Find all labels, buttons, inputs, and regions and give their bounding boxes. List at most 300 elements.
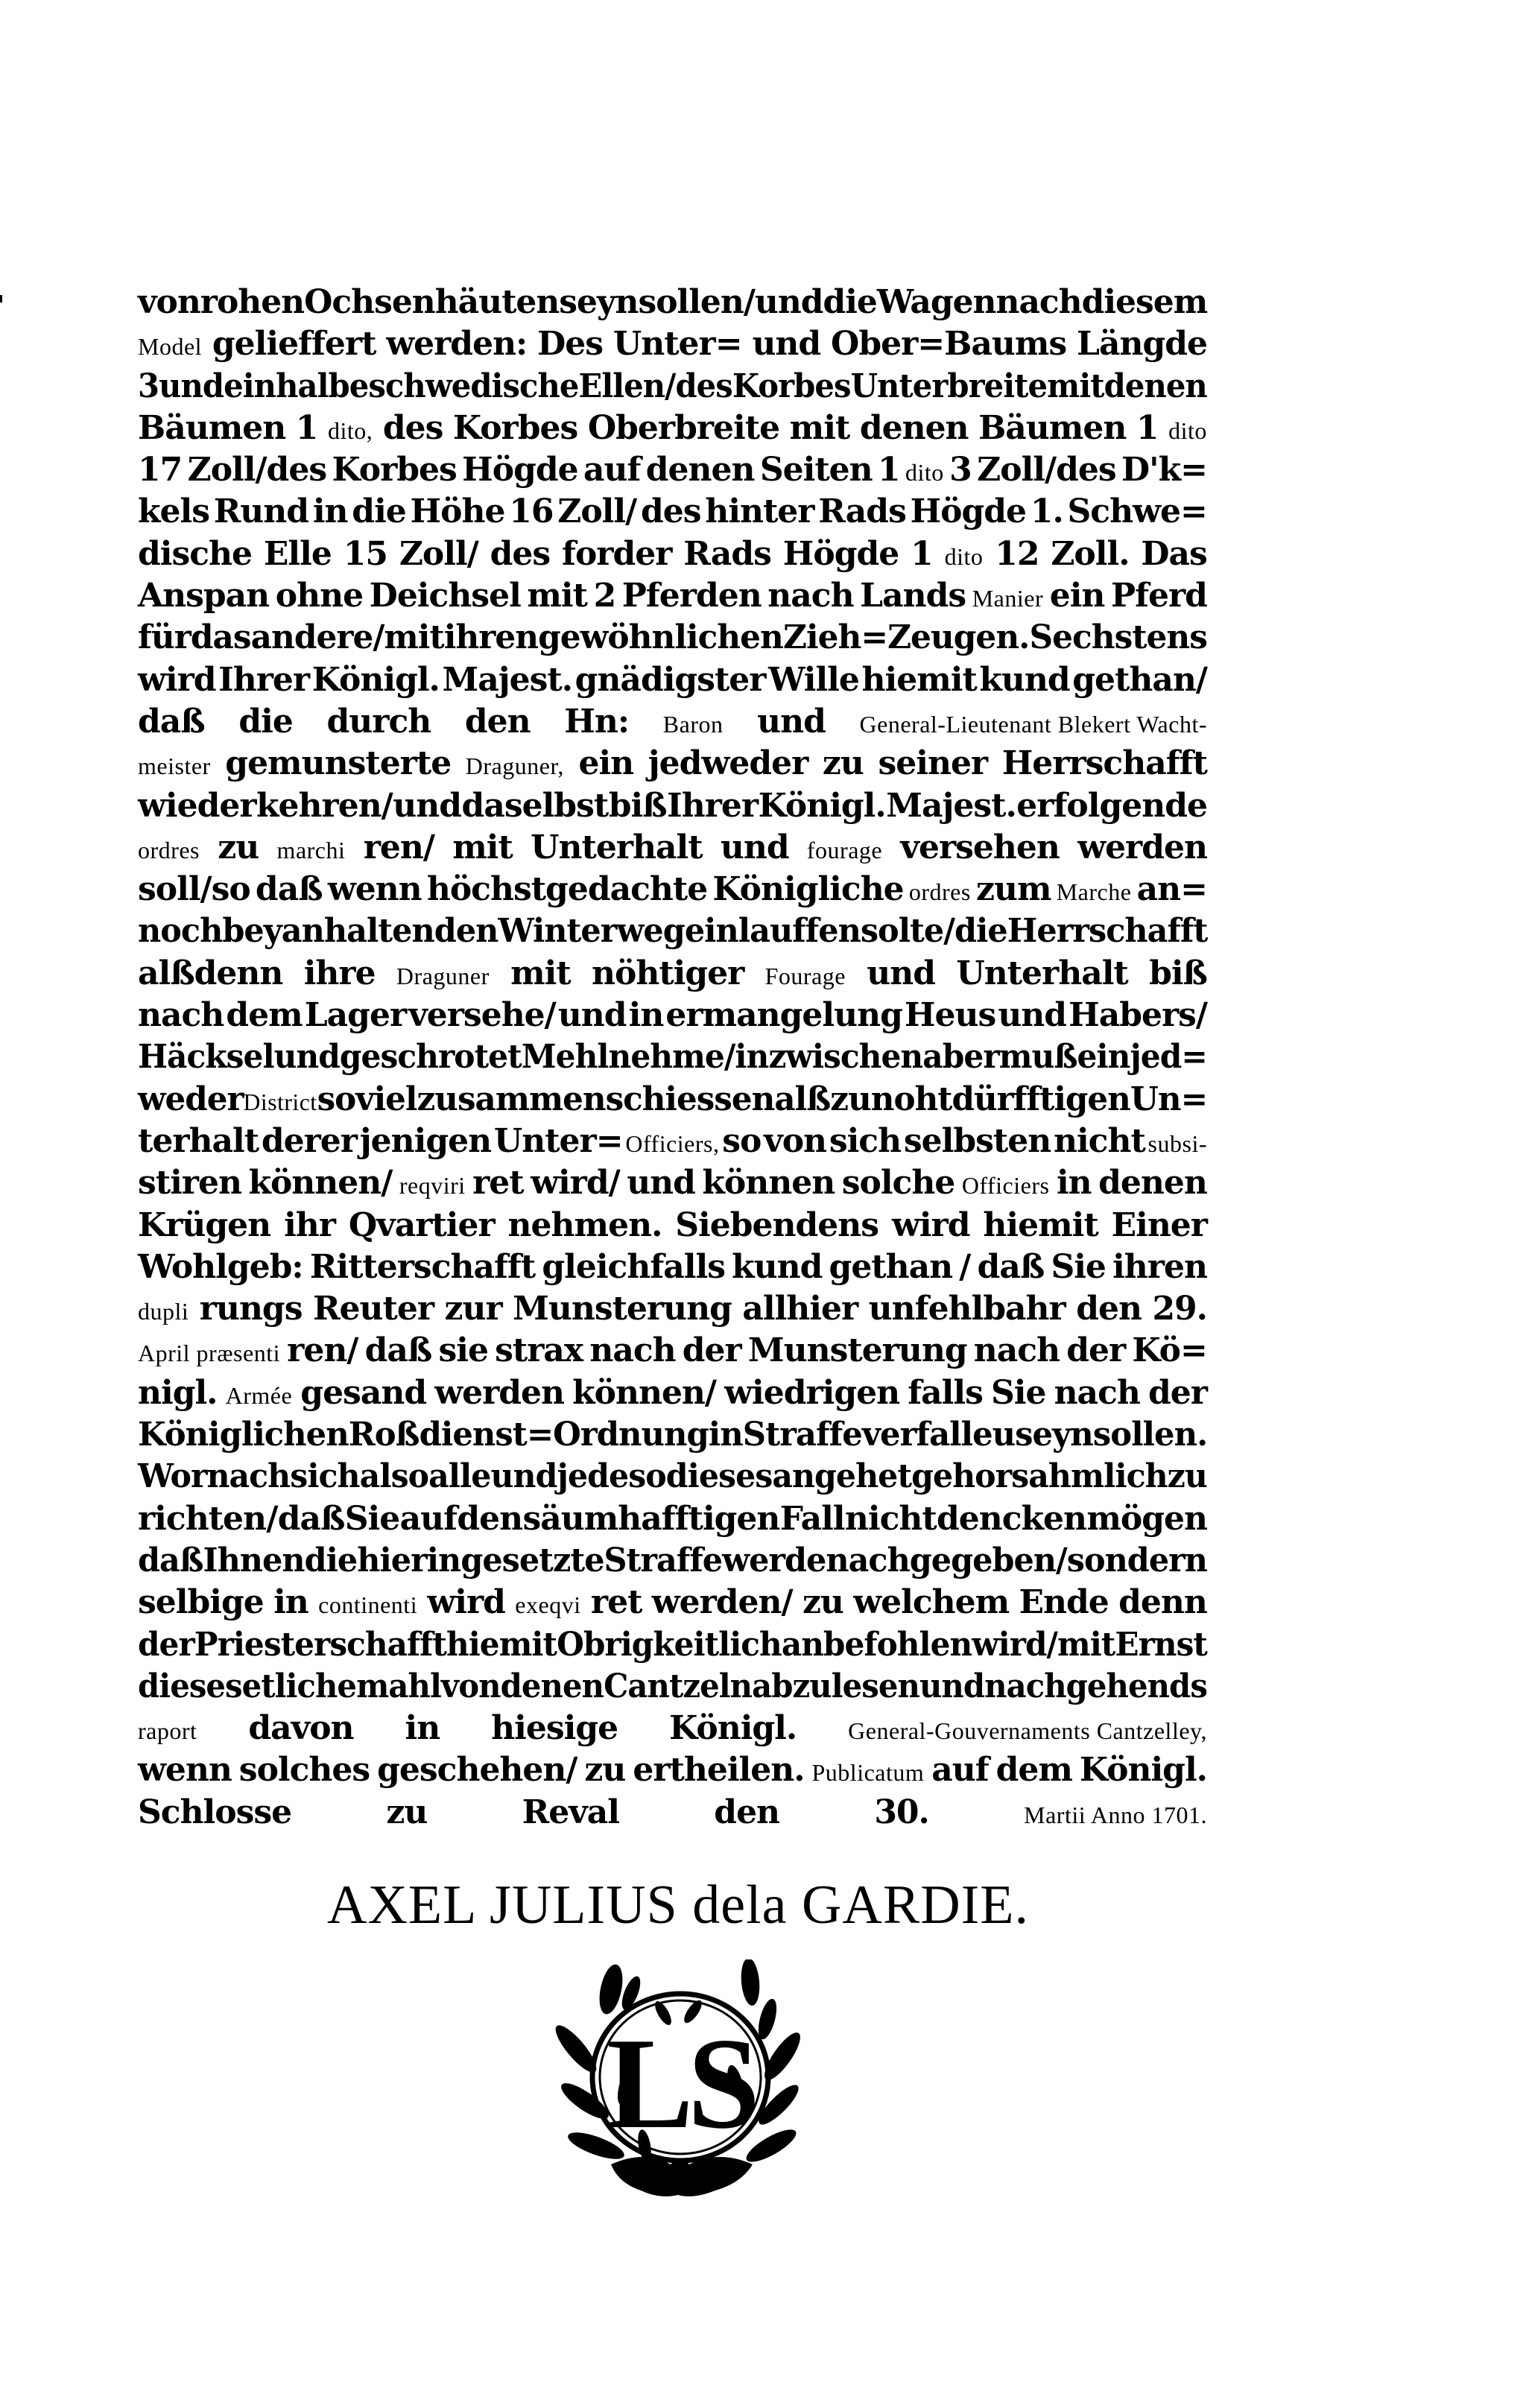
- fraktur-word: der: [1147, 1373, 1207, 1412]
- fraktur-word: inzwischen: [735, 1038, 923, 1077]
- fraktur-word: von: [440, 1667, 501, 1705]
- fraktur-word: mit: [1047, 367, 1104, 405]
- fraktur-word: solte/: [860, 912, 954, 951]
- text-line: [138, 282, 1207, 323]
- antiqua-word: dito: [944, 542, 984, 570]
- antiqua-word: Armée: [225, 1381, 293, 1409]
- fraktur-word: jenigen: [359, 1121, 492, 1160]
- text-line: [138, 617, 1207, 659]
- fraktur-word: /: [959, 1247, 971, 1286]
- text-line: [138, 491, 1207, 533]
- fraktur-word: Bäumen: [978, 408, 1127, 447]
- fraktur-word: strax: [495, 1331, 583, 1370]
- fraktur-word: nach: [1054, 1373, 1140, 1412]
- fraktur-word: Königl.: [1079, 1751, 1207, 1790]
- fraktur-word: Längde: [1077, 325, 1207, 364]
- fraktur-word: zum: [976, 870, 1051, 909]
- text-line: [138, 1288, 1207, 1330]
- fraktur-word: dem: [995, 1751, 1072, 1790]
- fraktur-word: ermangelung: [665, 996, 902, 1035]
- fraktur-word: Sie: [344, 1499, 400, 1538]
- fraktur-word: 1: [911, 534, 933, 573]
- fraktur-word: hinter: [705, 492, 814, 531]
- fraktur-word: unfehlbahr: [868, 1290, 1066, 1328]
- fraktur-word: Schwe=: [1067, 492, 1207, 531]
- text-line: [138, 953, 1207, 995]
- fraktur-word: bey: [222, 912, 282, 951]
- antiqua-word: Officiers,: [625, 1129, 720, 1157]
- fraktur-word: Fall: [779, 1499, 845, 1538]
- fraktur-word: Winterweg: [498, 912, 685, 951]
- fraktur-word: und: [757, 702, 826, 741]
- fraktur-word: ein: [578, 744, 634, 783]
- fraktur-word: gethan/: [1072, 660, 1207, 699]
- antiqua-word: Baron: [662, 710, 724, 738]
- fraktur-word: seiner: [878, 744, 988, 783]
- fraktur-word: den: [464, 702, 531, 741]
- fraktur-word: Munsterung: [513, 1290, 732, 1328]
- fraktur-word: aber: [922, 1038, 999, 1077]
- fraktur-word: und: [720, 828, 789, 866]
- fraktur-word: Mehl: [521, 1038, 609, 1077]
- fraktur-word: kels: [138, 492, 209, 531]
- fraktur-word: so: [722, 1121, 762, 1160]
- text-line: [138, 1036, 1207, 1078]
- fraktur-word: die: [352, 492, 406, 531]
- scan-artifact-mark: [0, 295, 2, 302]
- fraktur-word: und: [490, 1457, 557, 1496]
- fraktur-word: Reval: [522, 1793, 620, 1831]
- fraktur-word: ein: [224, 367, 276, 405]
- fraktur-word: verfalleu: [861, 1416, 1016, 1454]
- fraktur-word: des: [382, 408, 443, 447]
- fraktur-word: in: [273, 1583, 308, 1622]
- fraktur-word: ret: [590, 1583, 642, 1622]
- fraktur-word: Sie: [1051, 1247, 1106, 1286]
- fraktur-word: Cantzeln: [604, 1667, 753, 1705]
- fraktur-word: werden: [1077, 828, 1207, 866]
- fraktur-word: anhaltenden: [281, 912, 498, 951]
- fraktur-word: für: [138, 618, 191, 657]
- text-line: [138, 408, 1207, 449]
- fraktur-word: schiessen: [605, 1080, 775, 1118]
- fraktur-word: einlauffen: [684, 912, 861, 951]
- fraktur-word: und: [752, 325, 821, 364]
- antiqua-word: exeqvi: [515, 1591, 581, 1619]
- fraktur-word: schwedische: [368, 367, 579, 405]
- fraktur-word: Un=: [1130, 1080, 1208, 1118]
- fraktur-word: Ritterschafft: [309, 1247, 536, 1286]
- fraktur-word: 3: [949, 451, 972, 489]
- fraktur-word: kund: [979, 660, 1070, 699]
- fraktur-word: Zoll/: [557, 492, 637, 531]
- fraktur-word: seyn: [1015, 1416, 1093, 1454]
- fraktur-word: wenn: [138, 1751, 232, 1790]
- text-line: [138, 1372, 1207, 1414]
- fraktur-word: etliche: [241, 1667, 357, 1705]
- antiqua-word: meister: [138, 752, 211, 780]
- fraktur-word: seyn: [559, 283, 639, 321]
- fraktur-word: nigl.: [138, 1373, 218, 1412]
- fraktur-word: wieder: [138, 786, 256, 825]
- fraktur-word: Sechstens: [1029, 618, 1207, 657]
- fraktur-word: 12: [995, 534, 1039, 573]
- fraktur-word: 29.: [1152, 1290, 1207, 1328]
- fraktur-word: 2: [593, 577, 616, 615]
- fraktur-word: Unterhalt: [956, 954, 1128, 992]
- fraktur-word: Königl.: [669, 1709, 797, 1748]
- fraktur-word: und: [557, 996, 627, 1035]
- fraktur-word: daß: [277, 1499, 345, 1538]
- text-line: [138, 701, 1207, 743]
- fraktur-word: mahl: [356, 1667, 441, 1705]
- fraktur-word: die: [304, 1541, 358, 1580]
- fraktur-word: 15: [343, 534, 387, 573]
- fraktur-word: die: [238, 702, 293, 741]
- antiqua-word: dito: [1168, 416, 1207, 444]
- antiqua-word: District: [243, 1088, 317, 1115]
- fraktur-word: jed=: [1130, 1038, 1207, 1077]
- fraktur-word: Das: [1141, 534, 1207, 573]
- fraktur-word: ren/: [287, 1331, 358, 1370]
- antiqua-word: continenti: [318, 1591, 418, 1619]
- fraktur-word: wiedrigen: [724, 1373, 900, 1412]
- fraktur-word: wird/: [531, 1164, 620, 1203]
- text-line: [138, 1121, 1207, 1162]
- text-line: [138, 869, 1207, 910]
- text-line: [138, 1624, 1207, 1666]
- fraktur-word: alß: [774, 1080, 831, 1118]
- fraktur-word: daselbst: [461, 786, 609, 825]
- fraktur-word: richten: [138, 1499, 266, 1538]
- fraktur-word: Wornach: [138, 1457, 291, 1496]
- antiqua-word: Marche: [1056, 878, 1132, 906]
- fraktur-word: Zoll.: [1051, 534, 1130, 573]
- fraktur-word: Wagen: [876, 283, 996, 321]
- fraktur-word: sich: [290, 1457, 360, 1496]
- seal-monogram: LS: [606, 2011, 755, 2155]
- fraktur-word: nehmen.: [507, 1205, 662, 1244]
- fraktur-word: das: [190, 618, 251, 657]
- fraktur-word: Lands: [860, 577, 966, 615]
- fraktur-word: in: [708, 1416, 743, 1454]
- fraktur-word: Rads: [683, 534, 771, 573]
- fraktur-word: alle: [428, 1457, 491, 1496]
- fraktur-word: Königlichen: [138, 1416, 349, 1454]
- fraktur-word: ihr: [284, 1205, 335, 1244]
- fraktur-word: Siebendens: [675, 1205, 879, 1244]
- antiqua-word: marchi: [276, 836, 346, 864]
- fraktur-word: ret: [472, 1164, 524, 1203]
- fraktur-word: 17: [138, 451, 183, 489]
- fraktur-word: und: [627, 1164, 695, 1203]
- fraktur-word: denen: [859, 408, 969, 447]
- fraktur-word: 1: [295, 408, 318, 447]
- fraktur-word: falls: [908, 1373, 983, 1412]
- fraktur-word: alßdenn: [138, 954, 283, 992]
- fraktur-word: diesem: [1081, 283, 1208, 321]
- fraktur-word: Habers/: [1068, 996, 1207, 1035]
- fraktur-word: Königl.: [311, 660, 440, 699]
- fraktur-word: nachgegeben: [826, 1541, 1057, 1580]
- fraktur-word: rungs: [199, 1290, 303, 1328]
- fraktur-word: nach: [995, 283, 1082, 321]
- fraktur-word: Oberbreite: [587, 408, 780, 447]
- antiqua-word: reqviri: [399, 1172, 466, 1200]
- fraktur-word: höchstgedachte: [426, 870, 708, 909]
- fraktur-word: der: [682, 1331, 741, 1370]
- fraktur-word: Ihrer: [218, 660, 310, 699]
- text-line: [138, 1079, 1207, 1121]
- fraktur-word: halbe: [276, 367, 369, 405]
- fraktur-word: gesetzte: [460, 1541, 604, 1580]
- fraktur-word: werde: [722, 1541, 826, 1580]
- fraktur-word: D'k=: [1121, 451, 1207, 489]
- fraktur-word: abzulesen: [752, 1667, 919, 1705]
- antiqua-word: ordres: [138, 836, 200, 864]
- text-line: [138, 323, 1207, 365]
- antiqua-word: fourage: [806, 836, 883, 864]
- fraktur-word: hiemit: [446, 1625, 557, 1664]
- fraktur-word: dische: [138, 534, 253, 573]
- fraktur-word: von: [138, 283, 200, 321]
- fraktur-word: Unterbreite: [850, 367, 1048, 405]
- fraktur-word: zu: [386, 1793, 428, 1831]
- fraktur-word: ihren: [443, 618, 539, 657]
- fraktur-word: daß: [255, 870, 323, 909]
- fraktur-word: und: [273, 1038, 340, 1077]
- fraktur-word: gemunsterte: [225, 744, 452, 783]
- fraktur-word: können/: [572, 1373, 716, 1412]
- text-line: [138, 1708, 1207, 1749]
- fraktur-word: hiesige: [491, 1709, 618, 1748]
- fraktur-word: Ellen/des: [578, 367, 732, 405]
- text-line: [138, 1456, 1207, 1498]
- fraktur-word: sollen.: [1092, 1416, 1208, 1454]
- fraktur-word: Elle: [263, 534, 332, 573]
- fraktur-word: ein: [1077, 1038, 1130, 1077]
- fraktur-word: solches: [238, 1751, 370, 1790]
- antiqua-word: dito: [905, 459, 944, 487]
- text-line: [138, 1582, 1207, 1623]
- fraktur-word: Ihrer: [667, 786, 759, 825]
- fraktur-word: biß: [608, 786, 667, 825]
- fraktur-word: Rund: [213, 492, 309, 531]
- fraktur-word: Majest.: [886, 786, 1016, 825]
- fraktur-word: Ober=Baums: [831, 325, 1067, 364]
- fraktur-word: Munsterung: [747, 1331, 967, 1370]
- fraktur-word: Ernst: [1115, 1625, 1207, 1664]
- fraktur-word: selbsten: [903, 1121, 1051, 1160]
- fraktur-word: Lager: [304, 996, 407, 1035]
- fraktur-word: 1.: [1030, 492, 1063, 531]
- signature-name: AXEL JULIUS dela GARDIE.: [327, 1875, 1029, 1936]
- text-line: [138, 1792, 1207, 1834]
- fraktur-word: den: [1076, 1290, 1142, 1328]
- laurel-wreath-seal-icon: [540, 1959, 816, 2205]
- fraktur-word: Anspan: [138, 577, 270, 615]
- fraktur-word: hiemit: [861, 660, 977, 699]
- fraktur-word: geschrotet: [339, 1038, 522, 1077]
- antiqua-word: ordres: [908, 878, 971, 906]
- fraktur-word: Rads: [818, 492, 906, 531]
- text-line: [138, 366, 1207, 408]
- fraktur-word: können/: [248, 1164, 393, 1203]
- fraktur-word: denen: [645, 451, 755, 489]
- fraktur-word: hierin: [357, 1541, 461, 1580]
- fraktur-word: dieses: [138, 1667, 242, 1705]
- fraktur-word: Korbes: [732, 367, 851, 405]
- fraktur-word: zu: [218, 828, 259, 866]
- text-line: [138, 827, 1207, 869]
- fraktur-word: zur: [444, 1290, 502, 1328]
- fraktur-word: ohne: [275, 577, 364, 615]
- fraktur-word: rohen: [200, 283, 305, 321]
- antiqua-word: Model: [138, 333, 203, 361]
- fraktur-word: und: [919, 1667, 985, 1705]
- fraktur-word: Wille: [768, 660, 859, 699]
- text-line: [138, 995, 1207, 1036]
- fraktur-word: sondern: [1066, 1541, 1207, 1580]
- fraktur-word: Höhe: [410, 492, 505, 531]
- fraktur-word: Heus: [904, 996, 996, 1035]
- fraktur-word: denen: [1098, 1164, 1207, 1203]
- fraktur-word: kund: [732, 1247, 823, 1286]
- text-line: [138, 1540, 1207, 1582]
- fraktur-word: Priesterschafft: [194, 1625, 446, 1664]
- text-line: [138, 533, 1207, 575]
- fraktur-word: des: [640, 492, 701, 531]
- fraktur-word: denen: [1104, 367, 1207, 405]
- fraktur-word: nehme/: [608, 1038, 735, 1077]
- fraktur-word: Des: [537, 325, 604, 364]
- text-line: [138, 910, 1207, 952]
- fraktur-word: in: [405, 1709, 440, 1748]
- fraktur-word: nachgehends: [984, 1667, 1207, 1705]
- antiqua-word: Officiers: [961, 1172, 1050, 1200]
- antiqua-word: dupli: [138, 1298, 189, 1325]
- fraktur-word: den: [714, 1793, 780, 1831]
- fraktur-word: so: [628, 1457, 666, 1496]
- fraktur-word: daß: [138, 702, 205, 741]
- fraktur-word: nach: [767, 577, 854, 615]
- fraktur-word: nohtdürfftigen: [870, 1080, 1130, 1118]
- fraktur-word: forder: [562, 534, 672, 573]
- fraktur-word: Zoll/des: [187, 451, 327, 489]
- text-line: [138, 785, 1207, 827]
- fraktur-word: daß: [364, 1331, 432, 1370]
- fraktur-word: wird: [427, 1583, 505, 1622]
- fraktur-word: muß: [998, 1038, 1077, 1077]
- fraktur-word: hiemit: [983, 1205, 1098, 1244]
- fraktur-word: zu: [830, 1080, 871, 1118]
- fraktur-word: 3: [138, 367, 159, 405]
- text-line: [138, 1330, 1207, 1372]
- fraktur-word: jedweder: [648, 744, 808, 783]
- fraktur-word: Häcksel: [138, 1038, 274, 1077]
- fraktur-word: Zoll/des: [977, 451, 1116, 489]
- fraktur-word: kehren/: [256, 786, 393, 825]
- fraktur-word: und: [159, 367, 224, 405]
- fraktur-word: solche: [841, 1164, 955, 1203]
- fraktur-word: dieses: [665, 1457, 773, 1496]
- fraktur-word: wird: [138, 660, 216, 699]
- fraktur-word: ren/: [363, 828, 434, 866]
- fraktur-word: daß: [138, 1541, 203, 1580]
- fraktur-word: die: [954, 912, 1007, 951]
- fraktur-word: Kö=: [1132, 1331, 1207, 1370]
- fraktur-word: mit: [789, 408, 850, 447]
- fraktur-word: soll/so: [138, 870, 250, 909]
- fraktur-word: Schlosse: [138, 1793, 292, 1831]
- fraktur-word: gewöhnlichen: [538, 618, 783, 657]
- fraktur-word: nicht: [844, 1499, 937, 1538]
- fraktur-word: 30.: [874, 1793, 929, 1831]
- text-line: [138, 1749, 1207, 1791]
- fraktur-word: Obrigkeitlich: [557, 1625, 782, 1664]
- fraktur-word: werden/: [651, 1583, 793, 1622]
- fraktur-word: Ende: [1019, 1583, 1109, 1622]
- fraktur-word: des: [490, 534, 551, 573]
- fraktur-word: in: [1056, 1164, 1092, 1203]
- fraktur-word: so: [317, 1080, 356, 1118]
- fraktur-word: der: [1066, 1331, 1126, 1370]
- fraktur-word: Högde: [910, 492, 1027, 531]
- fraktur-word: Krügen: [138, 1205, 271, 1244]
- fraktur-word: biß: [1149, 954, 1207, 992]
- fraktur-word: 1: [878, 451, 900, 489]
- fraktur-word: selbige: [138, 1583, 264, 1622]
- fraktur-word: Pferd: [1110, 577, 1207, 615]
- fraktur-word: Ochsenhäuten: [304, 283, 560, 321]
- text-line: [138, 1246, 1207, 1288]
- fraktur-word: davon: [248, 1709, 354, 1748]
- fraktur-word: Unter=: [493, 1121, 623, 1160]
- fraktur-word: noch: [138, 912, 223, 951]
- fraktur-word: Wohlgeb:: [138, 1247, 303, 1286]
- antiqua-word: Publicatum: [811, 1759, 925, 1787]
- fraktur-word: wenn: [327, 870, 422, 909]
- fraktur-word: Korbes: [452, 408, 578, 447]
- text-line: [138, 1414, 1207, 1456]
- antiqua-word: General-Gouvernaments Cantzelley,: [848, 1717, 1207, 1745]
- fraktur-word: den: [457, 1499, 523, 1538]
- fraktur-word: daß: [977, 1247, 1045, 1286]
- fraktur-word: in: [312, 492, 348, 531]
- fraktur-word: von: [764, 1121, 827, 1160]
- fraktur-word: ein: [1049, 577, 1105, 615]
- fraktur-word: Zoll/: [399, 534, 478, 573]
- fraktur-word: Pferden: [621, 577, 762, 615]
- fraktur-word: Herrschafft: [1001, 744, 1207, 783]
- fraktur-word: also: [359, 1457, 429, 1496]
- fraktur-word: Zieh=Zeugen.: [782, 618, 1030, 657]
- fraktur-word: ihre: [303, 954, 376, 992]
- fraktur-word: sich: [829, 1121, 902, 1160]
- fraktur-word: dem: [226, 996, 303, 1035]
- fraktur-word: Herrschafft: [1007, 912, 1208, 951]
- fraktur-word: Korbes: [332, 451, 457, 489]
- fraktur-word: Hn:: [564, 702, 630, 741]
- fraktur-word: Reuter: [312, 1290, 434, 1328]
- fraktur-word: terhalt: [138, 1121, 259, 1160]
- fraktur-word: ihren: [1112, 1247, 1207, 1286]
- fraktur-word: auf: [931, 1751, 989, 1790]
- proclamation-body: [138, 282, 1207, 1834]
- text-line: [138, 575, 1207, 617]
- fraktur-word: nach: [589, 1331, 676, 1370]
- fraktur-word: ertheilen.: [633, 1751, 805, 1790]
